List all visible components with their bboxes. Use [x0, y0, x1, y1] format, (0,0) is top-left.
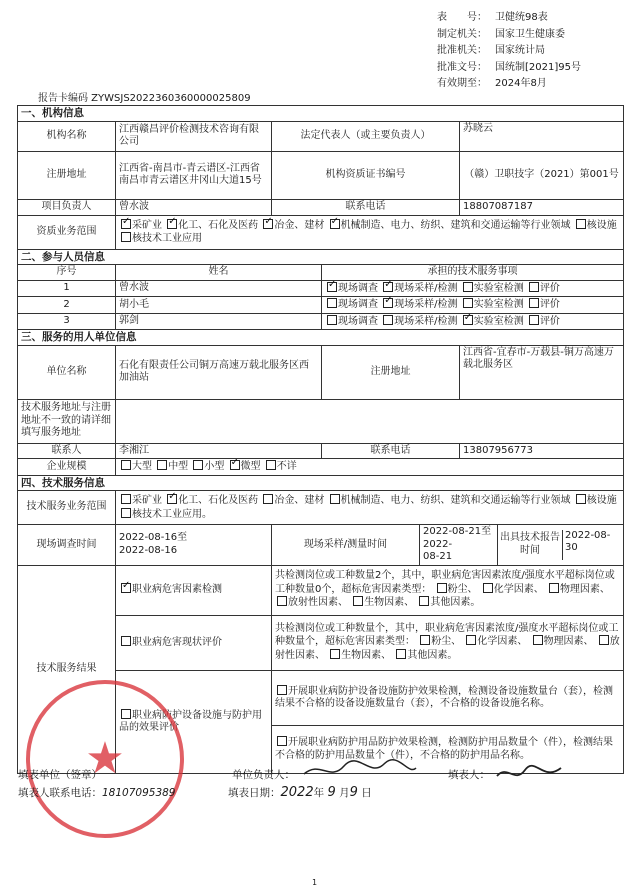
- person-no: 2: [18, 297, 116, 314]
- option-label: 微型: [240, 461, 261, 472]
- checkbox[interactable]: [193, 460, 203, 470]
- phone-label: 联系电话: [272, 199, 460, 215]
- org-name-value: 江西赣昌评价检测技术咨询有限公司: [116, 121, 272, 151]
- unit-lead-label: 单位负责人：: [232, 769, 295, 781]
- option-label: 核技术工业应用。: [132, 508, 212, 520]
- scope-option: [119, 233, 202, 244]
- task-label: 现场调查: [338, 315, 378, 327]
- checkbox[interactable]: [383, 282, 393, 292]
- address-value: 江西省-南昌市-青云谱区-江西省南昌市青云谱区井冈山大道15号: [116, 151, 272, 199]
- option-label: 其他因素。: [430, 597, 481, 609]
- survey-time-start: 2022-08-16至: [119, 532, 188, 544]
- result-item-detail: [272, 615, 624, 670]
- fill-date-day: 9: [349, 785, 358, 800]
- phone-value: 18807087187: [460, 199, 624, 215]
- checkbox[interactable]: [167, 219, 177, 229]
- header-row: [437, 43, 627, 60]
- company-size-label: 企业规模: [18, 459, 116, 476]
- option-label: 粉尘、: [447, 583, 478, 595]
- org-name-label: 机构名称: [18, 121, 116, 151]
- form-header: [437, 10, 627, 93]
- unit-address-value: 江西省-宜春市-万载县-铜万高速万载北服务区: [460, 345, 624, 399]
- header-value: 2024年8月: [495, 78, 547, 89]
- project-lead-value: 曾水波: [116, 199, 272, 215]
- result-item-text: 职业病危害现状评价: [132, 636, 222, 648]
- option-label: 中型: [168, 461, 189, 472]
- option-label: 生物因素、: [364, 597, 415, 609]
- checkbox[interactable]: [529, 315, 539, 325]
- checkbox[interactable]: [599, 635, 609, 645]
- checkbox[interactable]: [330, 649, 340, 659]
- checkbox[interactable]: [263, 494, 273, 504]
- scope-option: [328, 220, 571, 231]
- report-card-number: 报告卡编码 ZYWSJS2022360360000025809: [38, 93, 251, 104]
- header-value: 国家卫生健康委: [495, 28, 565, 40]
- checkbox[interactable]: [330, 219, 340, 229]
- checkbox[interactable]: [483, 583, 493, 593]
- survey-time-label: 现场调查时间: [18, 525, 116, 566]
- option-label: 化工、石化及医药: [178, 219, 259, 231]
- checkbox[interactable]: [327, 298, 337, 308]
- year-label: 年: [313, 787, 325, 799]
- scope-option: [165, 220, 258, 231]
- filler-label: 填表人：: [448, 769, 490, 781]
- legal-rep-value: 苏晓云: [460, 121, 624, 151]
- checkbox[interactable]: [121, 219, 131, 229]
- option-label: 化学因素、: [477, 636, 528, 648]
- task-label: 实验室检测: [473, 315, 524, 327]
- option-label: 放射性因素、: [275, 636, 620, 661]
- sampling-time-start: 2022-08-21至2022-: [423, 526, 492, 550]
- results-label: 技术服务结果: [18, 565, 116, 773]
- table-row: [18, 313, 624, 330]
- section-title: 二、参与人员信息: [18, 249, 624, 265]
- person-name: 郭剑: [116, 313, 322, 330]
- checkbox[interactable]: [167, 494, 177, 504]
- person-tasks: [322, 297, 624, 314]
- option-label: 核设施: [586, 219, 617, 231]
- result-item-label: [116, 615, 272, 670]
- unit-name-label: 单位名称: [18, 345, 116, 399]
- scope-options: [116, 215, 624, 249]
- checkbox[interactable]: [327, 315, 337, 325]
- task-label: 实验室检测: [473, 282, 524, 294]
- checkbox[interactable]: [466, 635, 476, 645]
- option-label: 物理因素、: [543, 636, 594, 648]
- option-label: 机械制造、电力、纺织、建筑和交通运输等行业领域: [340, 219, 571, 231]
- checkbox[interactable]: [277, 736, 287, 746]
- result-item-label: [116, 565, 272, 615]
- section-title: 三、服务的用人单位信息: [18, 330, 624, 346]
- person-name: 胡小毛: [116, 297, 322, 314]
- header-row: [437, 60, 627, 77]
- checkbox[interactable]: [277, 685, 287, 695]
- checkbox[interactable]: [576, 494, 586, 504]
- cert-value: （赣）卫职技字（2021）第001号: [460, 151, 624, 199]
- fill-date-year: 2022: [280, 785, 314, 800]
- checkbox[interactable]: [529, 298, 539, 308]
- survey-time-end: 2022-08-16: [119, 544, 178, 556]
- result-detail-text: 开展职业病防护用品防护效果检测，检测防护用品数量个（件），检测结果不合格的防护用品数量个（件），不合格的防护用品名称。: [275, 737, 613, 761]
- header-row: [437, 10, 627, 27]
- page-number: 1: [312, 878, 318, 887]
- header-row: [437, 76, 627, 93]
- checkbox[interactable]: [576, 219, 586, 229]
- col-tasks: 承担的技术服务事项: [322, 265, 624, 281]
- checkbox[interactable]: [353, 596, 363, 606]
- result-item-text: 职业病防护设备设施与防护用品的效果评价: [119, 709, 262, 733]
- task-label: 现场采样/检测: [394, 299, 458, 310]
- contact-value: 李湘江: [116, 443, 322, 459]
- checkbox[interactable]: [383, 298, 393, 308]
- option-label: 放射性因素、: [288, 597, 348, 609]
- report-time-cell: [498, 525, 624, 566]
- unit-name-value: 石化有限责任公司铜万高速万载北服务区西加油站: [116, 345, 322, 399]
- checkbox[interactable]: [463, 315, 473, 325]
- checkbox[interactable]: [529, 282, 539, 292]
- service-scope-options: [116, 491, 624, 525]
- sampling-time-end: 08-21: [423, 551, 453, 562]
- header-key: 批准文号：: [437, 61, 487, 73]
- filler-phone-value: 18107095389: [102, 787, 176, 799]
- task-label: 现场采样/检测: [394, 315, 458, 327]
- checkbox[interactable]: [121, 232, 131, 242]
- checkbox[interactable]: [121, 583, 131, 593]
- checkbox[interactable]: [383, 315, 393, 325]
- cert-label: 机构资质证书编号: [272, 151, 460, 199]
- section-title: 一、机构信息: [18, 106, 624, 122]
- person-tasks: [322, 280, 624, 297]
- checkbox[interactable]: [121, 636, 131, 646]
- sampling-time-value: [420, 525, 498, 566]
- table-row: [18, 280, 624, 297]
- option-label: 核技术工业应用: [132, 233, 202, 244]
- option-label: 采矿业: [132, 219, 162, 231]
- result-item-text: 职业病危害因素检测: [132, 584, 222, 596]
- scope-label: 资质业务范围: [18, 215, 116, 249]
- lead-signature: [300, 756, 420, 784]
- star-icon: ★: [85, 733, 125, 784]
- task-label: 评价: [539, 282, 560, 294]
- scope-option: [261, 220, 324, 231]
- task-label: 现场采样/检测: [394, 282, 458, 294]
- header-key: 制定机关：: [437, 28, 487, 40]
- person-no: 1: [18, 280, 116, 297]
- checkbox[interactable]: [121, 508, 131, 518]
- result-detail-text: 开展职业病防护设备设施防护效果检测，检测设备设施数量台（套），检测结果不合格的设备设施数量台（套），不合格的设备设施名称。: [275, 685, 613, 709]
- report-form-table: [17, 105, 624, 774]
- header-key: 有效期至：: [437, 78, 487, 89]
- task-label: 评价: [539, 299, 560, 310]
- unit-address-label: 注册地址: [322, 345, 460, 399]
- service-scope-label: 技术服务业务范围: [18, 491, 116, 525]
- option-label: 不详: [276, 461, 297, 472]
- checkbox[interactable]: [396, 649, 406, 659]
- header-value: 卫健统98表: [495, 12, 548, 23]
- month-label: 月: [339, 787, 350, 799]
- checkbox[interactable]: [330, 494, 340, 504]
- checkbox[interactable]: [230, 460, 240, 470]
- filler-signature: [493, 760, 565, 786]
- option-label: 冶金、建材: [274, 219, 325, 231]
- task-label: 现场调查: [338, 282, 378, 294]
- scope-option: [574, 220, 617, 231]
- project-lead-label: 项目负责人: [18, 199, 116, 215]
- checkbox[interactable]: [121, 494, 131, 504]
- filler-phone: [18, 785, 176, 800]
- address-label: 注册地址: [18, 151, 116, 199]
- sampling-time-label: 现场采样/测量时间: [272, 525, 420, 566]
- task-label: 实验室检测: [473, 299, 524, 310]
- checkbox[interactable]: [266, 460, 276, 470]
- contact-label: 联系人: [18, 443, 116, 459]
- result-item-detail: [272, 670, 624, 725]
- checkbox[interactable]: [277, 596, 287, 606]
- checkbox[interactable]: [121, 460, 131, 470]
- unit-phone-value: 13807956773: [460, 443, 624, 459]
- report-time-value: 2022-08-30: [565, 529, 611, 554]
- report-time-label: 出具技术报告时间: [498, 530, 563, 560]
- option-label: 采矿业: [132, 495, 162, 506]
- result-detail-text: 共检测岗位或工种数量个，其中，职业病危害因素浓度/强度水平超标岗位或工种数量个，超标危害因素类型：: [275, 622, 619, 648]
- table-row: [18, 297, 624, 314]
- option-label: 化学因素、: [493, 583, 544, 595]
- fill-date-label: 填表日期：: [228, 787, 281, 799]
- option-label: 化工、石化及医药: [178, 495, 259, 506]
- person-name: 曾水波: [116, 280, 322, 297]
- result-item-detail: [272, 565, 624, 615]
- checkbox[interactable]: [420, 635, 430, 645]
- filler-phone-label: 填表人联系电话：: [18, 787, 102, 799]
- fill-date: [228, 785, 372, 800]
- checkbox[interactable]: [263, 219, 273, 229]
- option-label: 小型: [204, 461, 225, 472]
- checkbox[interactable]: [463, 298, 473, 308]
- service-address-label: 技术服务地址与注册地址不一致的请详细填写服务地址: [18, 399, 116, 443]
- fill-unit-label: 填表单位（签章）: [18, 769, 102, 781]
- checkbox[interactable]: [327, 282, 337, 292]
- unit-phone-label: 联系电话: [322, 443, 460, 459]
- survey-time-value: [116, 525, 272, 566]
- checkbox[interactable]: [549, 583, 559, 593]
- col-no: 序号: [18, 265, 116, 281]
- option-label: 物理因素、: [559, 583, 610, 595]
- fill-date-month: 9: [327, 785, 336, 800]
- section-title: 四、技术服务信息: [18, 475, 624, 491]
- checkbox[interactable]: [533, 635, 543, 645]
- checkbox[interactable]: [157, 460, 167, 470]
- checkbox[interactable]: [463, 282, 473, 292]
- col-name: 姓名: [116, 265, 322, 281]
- option-label: 生物因素、: [341, 649, 392, 661]
- checkbox[interactable]: [437, 583, 447, 593]
- option-label: 大型: [132, 461, 152, 472]
- option-label: 机械制造、电力、纺织、建筑和交通运输等行业领域: [340, 495, 571, 506]
- header-row: [437, 27, 627, 44]
- header-key: 批准机关：: [437, 45, 487, 56]
- option-label: 其他因素。: [407, 649, 458, 661]
- header-value: 国统制[2021]95号: [495, 61, 581, 73]
- result-detail-text: 共检测岗位或工种数量2个，其中，职业病危害因素浓度/强度水平超标岗位或工种数量0个，超标危害因素类型：: [275, 570, 615, 595]
- header-value: 国家统计局: [495, 45, 545, 56]
- task-label: 现场调查: [338, 299, 378, 310]
- header-key: 表 号：: [437, 12, 487, 23]
- scope-option: [119, 220, 162, 231]
- legal-rep-label: 法定代表人（或主要负责人）: [272, 121, 460, 151]
- person-tasks: [322, 313, 624, 330]
- task-label: 评价: [539, 315, 560, 327]
- option-label: 冶金、建材: [274, 495, 325, 506]
- option-label: 核设施: [586, 495, 617, 506]
- company-size-options: [116, 459, 624, 476]
- option-label: 粉尘、: [431, 636, 462, 648]
- service-address-value: [116, 399, 624, 443]
- day-label: 日: [361, 787, 372, 799]
- person-no: 3: [18, 313, 116, 330]
- official-seal: [26, 680, 184, 838]
- checkbox[interactable]: [419, 596, 429, 606]
